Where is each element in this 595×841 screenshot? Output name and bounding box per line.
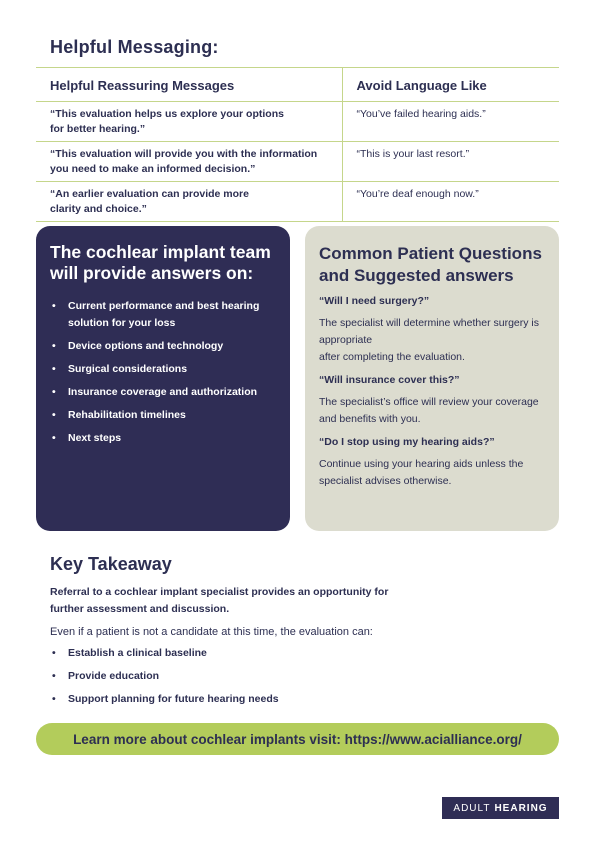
team-card-title: The cochlear implant team will provide answers on: (50, 242, 271, 283)
faq-question: “Will insurance cover this?” (319, 374, 460, 386)
table-row (36, 102, 559, 142)
table-row (36, 142, 559, 182)
list-item: • Rehabilitation timelines (50, 407, 276, 424)
logo-word-adult: ADULT (453, 802, 491, 814)
column-header-helpful: Helpful Reassuring Messages (36, 68, 342, 102)
learn-more-banner[interactable]: Learn more about cochlear implants visit: https://www.acialliance.org/ (36, 723, 559, 755)
logo-word-hearing: HEARING (494, 802, 548, 814)
table-header-row (36, 68, 559, 102)
column-header-avoid: Avoid Language Like (342, 68, 559, 102)
avoid-message: “You’ve failed hearing aids.” (342, 102, 559, 142)
faq-answer: The specialist’s office will review your coverage and benefits with you. (319, 396, 539, 425)
list-item: • Support planning for future hearing needs (50, 691, 279, 708)
avoid-message: “This is your last resort.” (342, 142, 559, 182)
faq-card (305, 226, 559, 531)
takeaway-lead: Even if a patient is not a candidate at this time, the evaluation can: (50, 626, 373, 638)
list-item: • Insurance coverage and authorization (50, 384, 276, 401)
list-item: • Surgical considerations (50, 361, 276, 378)
faq-answer: Continue using your hearing aids unless the specialist advises otherwise. (319, 458, 524, 487)
takeaway-title: Key Takeaway (50, 554, 172, 574)
table-row (36, 182, 559, 222)
helpful-message: “An earlier evaluation can provide more clarity and choice.” (36, 182, 342, 222)
faq-card-title: Common Patient Questions and Suggested answers (319, 244, 542, 285)
list-item: • Provide education (50, 668, 279, 685)
team-answers-card (36, 226, 290, 531)
takeaway-intro: Referral to a cochlear implant specialist provides an opportunity for further assessment and discussion. (50, 586, 389, 615)
faq-question: “Will I need surgery?” (319, 295, 430, 307)
list-item: • Current performance and best hearing solution for your loss (50, 298, 276, 332)
adult-hearing-logo (442, 797, 559, 819)
faq-question: “Do I stop using my hearing aids?” (319, 436, 495, 448)
takeaway-list (50, 645, 279, 714)
list-item: • Next steps (50, 430, 276, 447)
faq-answer: The specialist will determine whether surgery is appropriate after completing the evaluation. (319, 317, 540, 363)
helpful-message: “This evaluation helps us explore your options for better hearing.” (36, 102, 342, 142)
team-answers-list (50, 298, 276, 447)
messaging-table (36, 67, 559, 222)
list-item: • Establish a clinical baseline (50, 645, 279, 662)
helpful-message: “This evaluation will provide you with the information you need to make an informed decision.” (36, 142, 342, 182)
avoid-message: “You’re deaf enough now.” (342, 182, 559, 222)
page-title: Helpful Messaging: (50, 37, 219, 57)
list-item: • Device options and technology (50, 338, 276, 355)
